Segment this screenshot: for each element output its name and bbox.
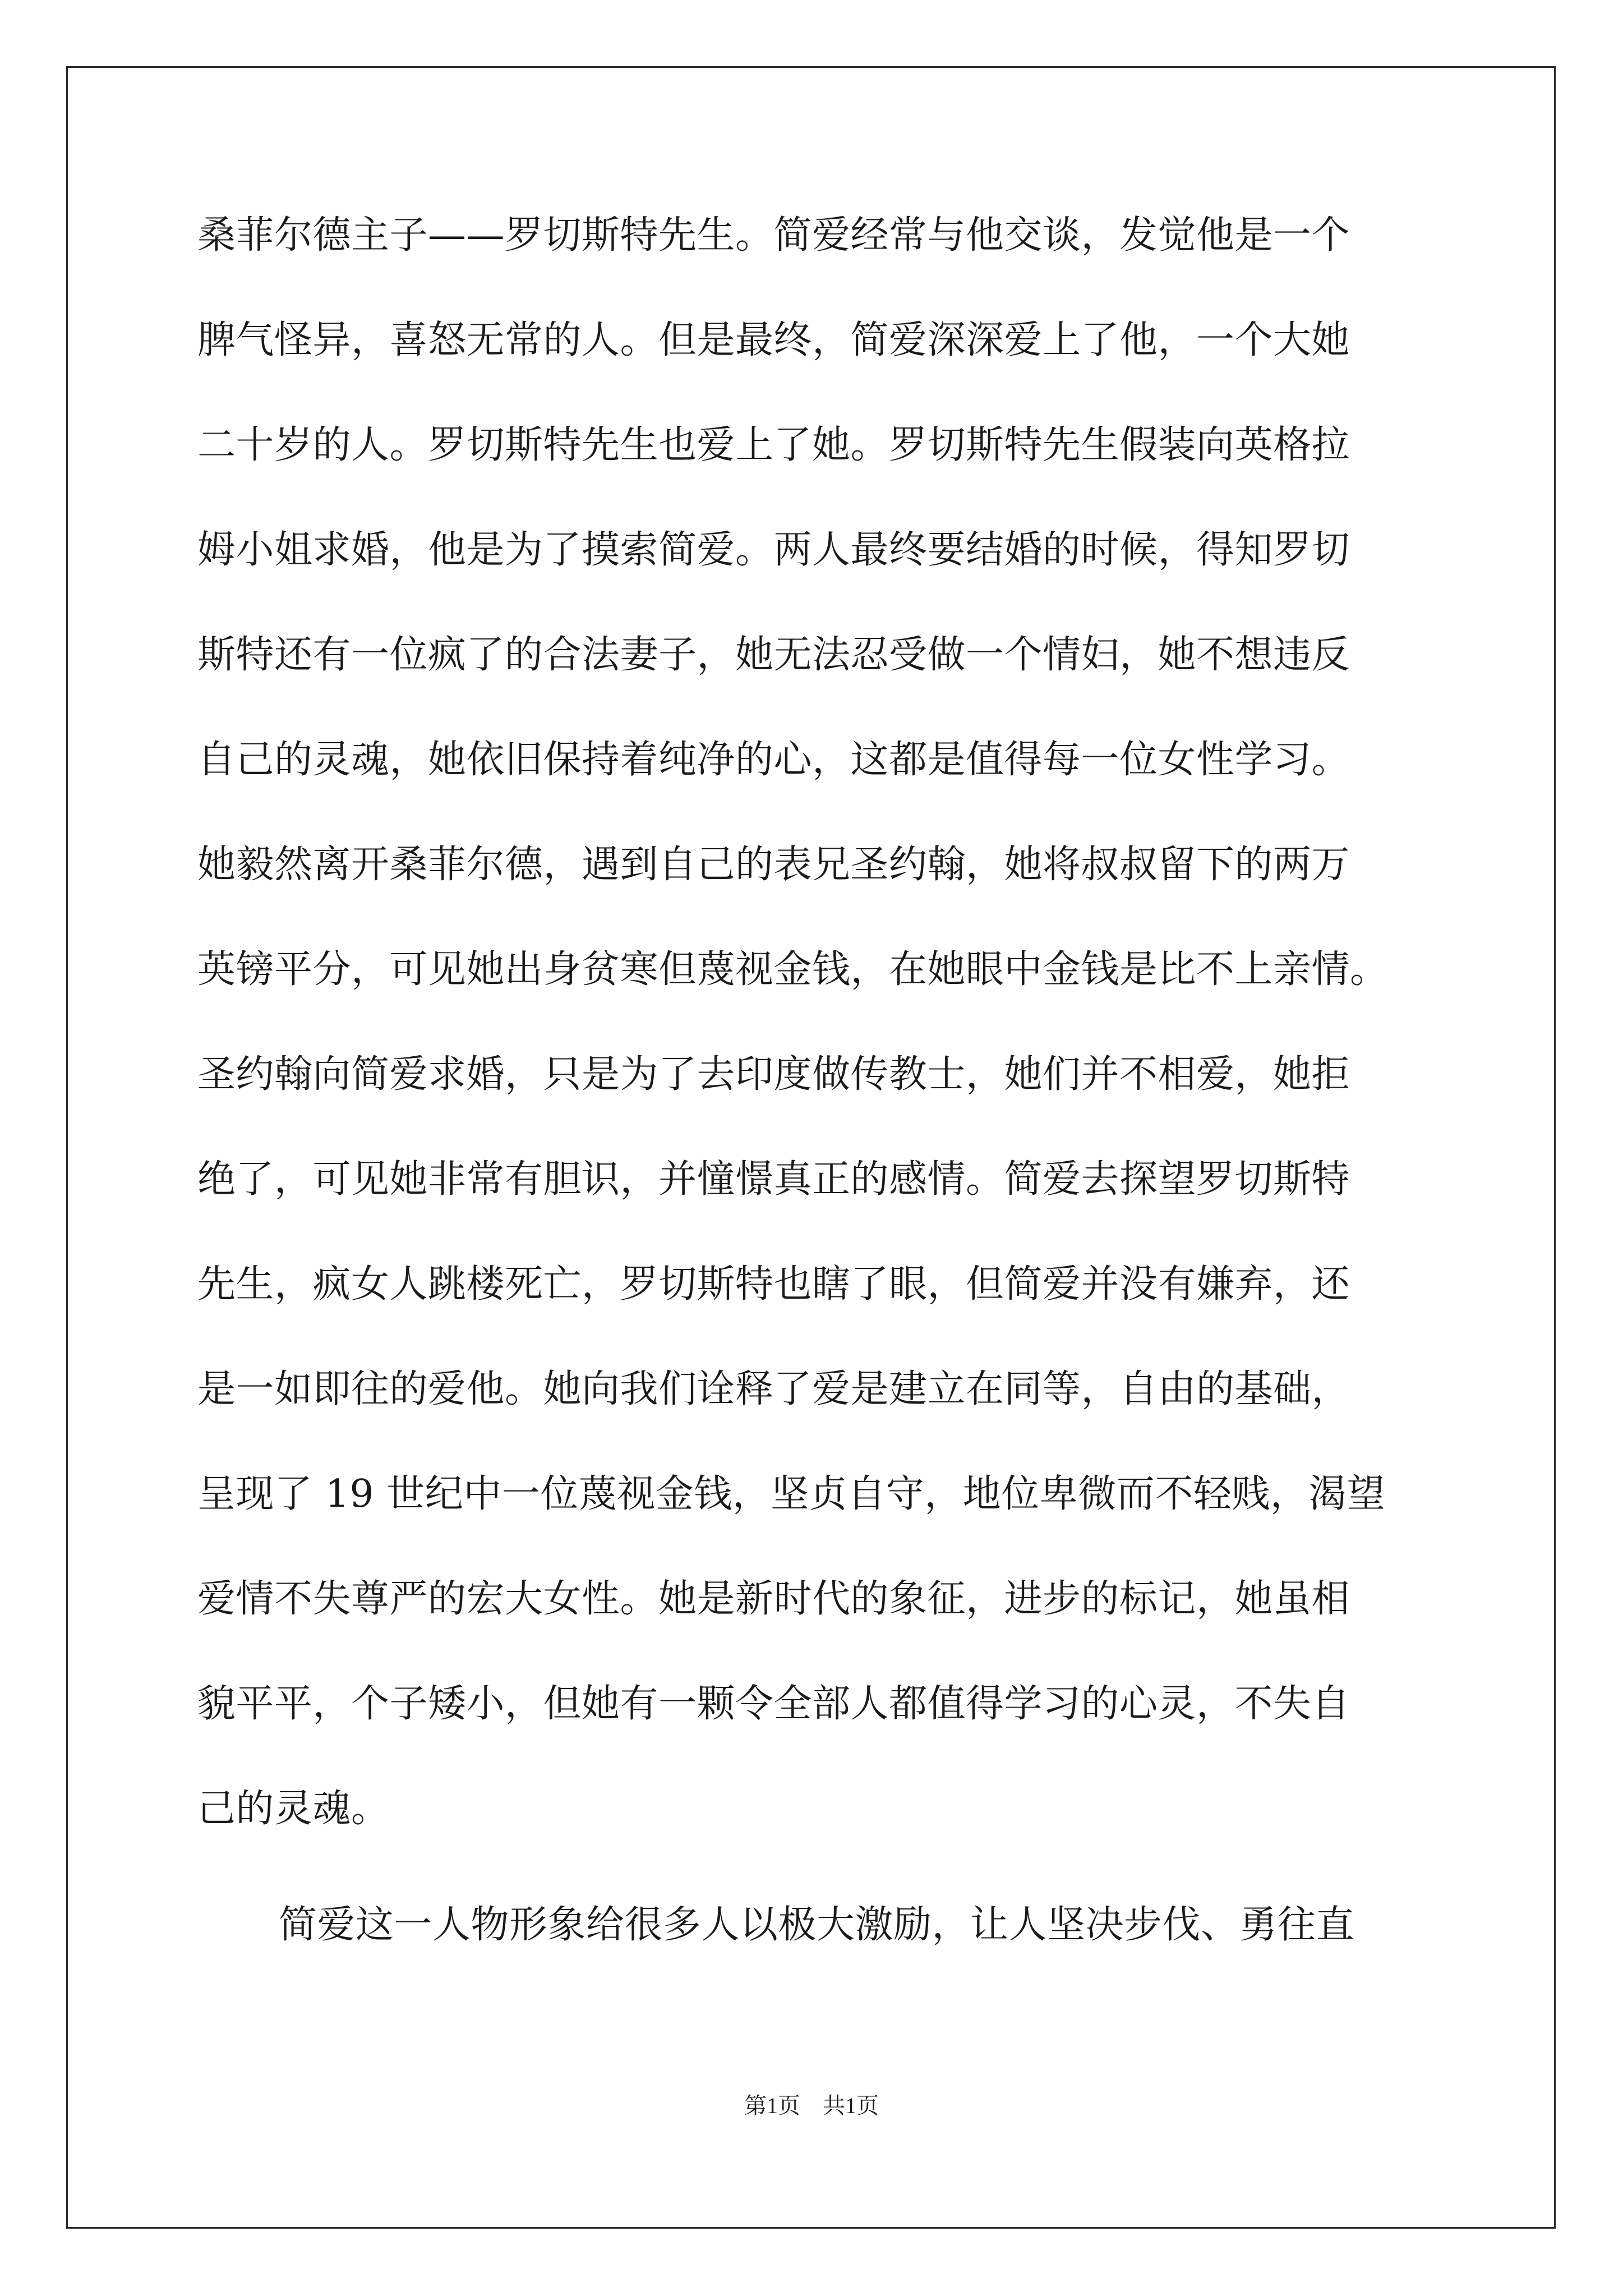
text-line: 她毅然离开桑菲尔德，遇到自己的表兄圣约翰，她将叔叔留下的两万	[197, 843, 1350, 887]
text-line: 斯特还有一位疯了的合法妻子，她无法忍受做一个情妇，她不想违反	[197, 633, 1350, 677]
text-line: 英镑平分，可见她出身贫寒但蔑视金钱，在她眼中金钱是比不上亲情。	[197, 947, 1389, 992]
text-line: 姆小姐求婚，他是为了摸索简爱。两人最终要结婚的时候，得知罗切	[197, 528, 1350, 572]
text-line: 爱情不失尊严的宏大女性。她是新时代的象征，进步的标记，她虽相	[197, 1577, 1350, 1621]
text-line: 自己的灵魂，她依旧保持着纯净的心，这都是值得每一位女性学习。	[197, 738, 1350, 782]
document-body	[197, 208, 1437, 2002]
page-number-footer: 第1页 共1页	[744, 2093, 879, 2118]
text-line: 先生，疯女人跳楼死亡，罗切斯特也瞎了眼，但简爱并没有嫌弃，还	[197, 1262, 1350, 1306]
text-line: 圣约翰向简爱求婚，只是为了去印度做传教士，她们并不相爱，她拒	[197, 1052, 1350, 1097]
text-line: 呈现了 19 世纪中一位蔑视金钱，坚贞自守，地位卑微而不轻贱，渴望	[197, 1472, 1386, 1516]
paragraph-first-line: 简爱这一人物形象给很多人以极大激励，让人坚决步伐、勇往直	[279, 1903, 1355, 1947]
text-line: 是一如即往的爱他。她向我们诠释了爱是建立在同等，自由的基础，	[197, 1367, 1350, 1411]
text-line: 桑菲尔德主子——罗切斯特先生。简爱经常与他交谈，发觉他是一个	[197, 213, 1350, 257]
text-line: 己的灵魂。	[197, 1787, 390, 1831]
text-line: 脾气怪异，喜怒无常的人。但是最终，简爱深深爱上了他，一个大她	[197, 318, 1350, 362]
text-line: 貌平平，个子矮小，但她有一颗令全部人都值得学习的心灵，不失自	[197, 1682, 1350, 1726]
text-line: 二十岁的人。罗切斯特先生也爱上了她。罗切斯特先生假装向英格拉	[197, 423, 1350, 467]
text-line: 绝了，可见她非常有胆识，并憧憬真正的感情。简爱去探望罗切斯特	[197, 1157, 1350, 1202]
